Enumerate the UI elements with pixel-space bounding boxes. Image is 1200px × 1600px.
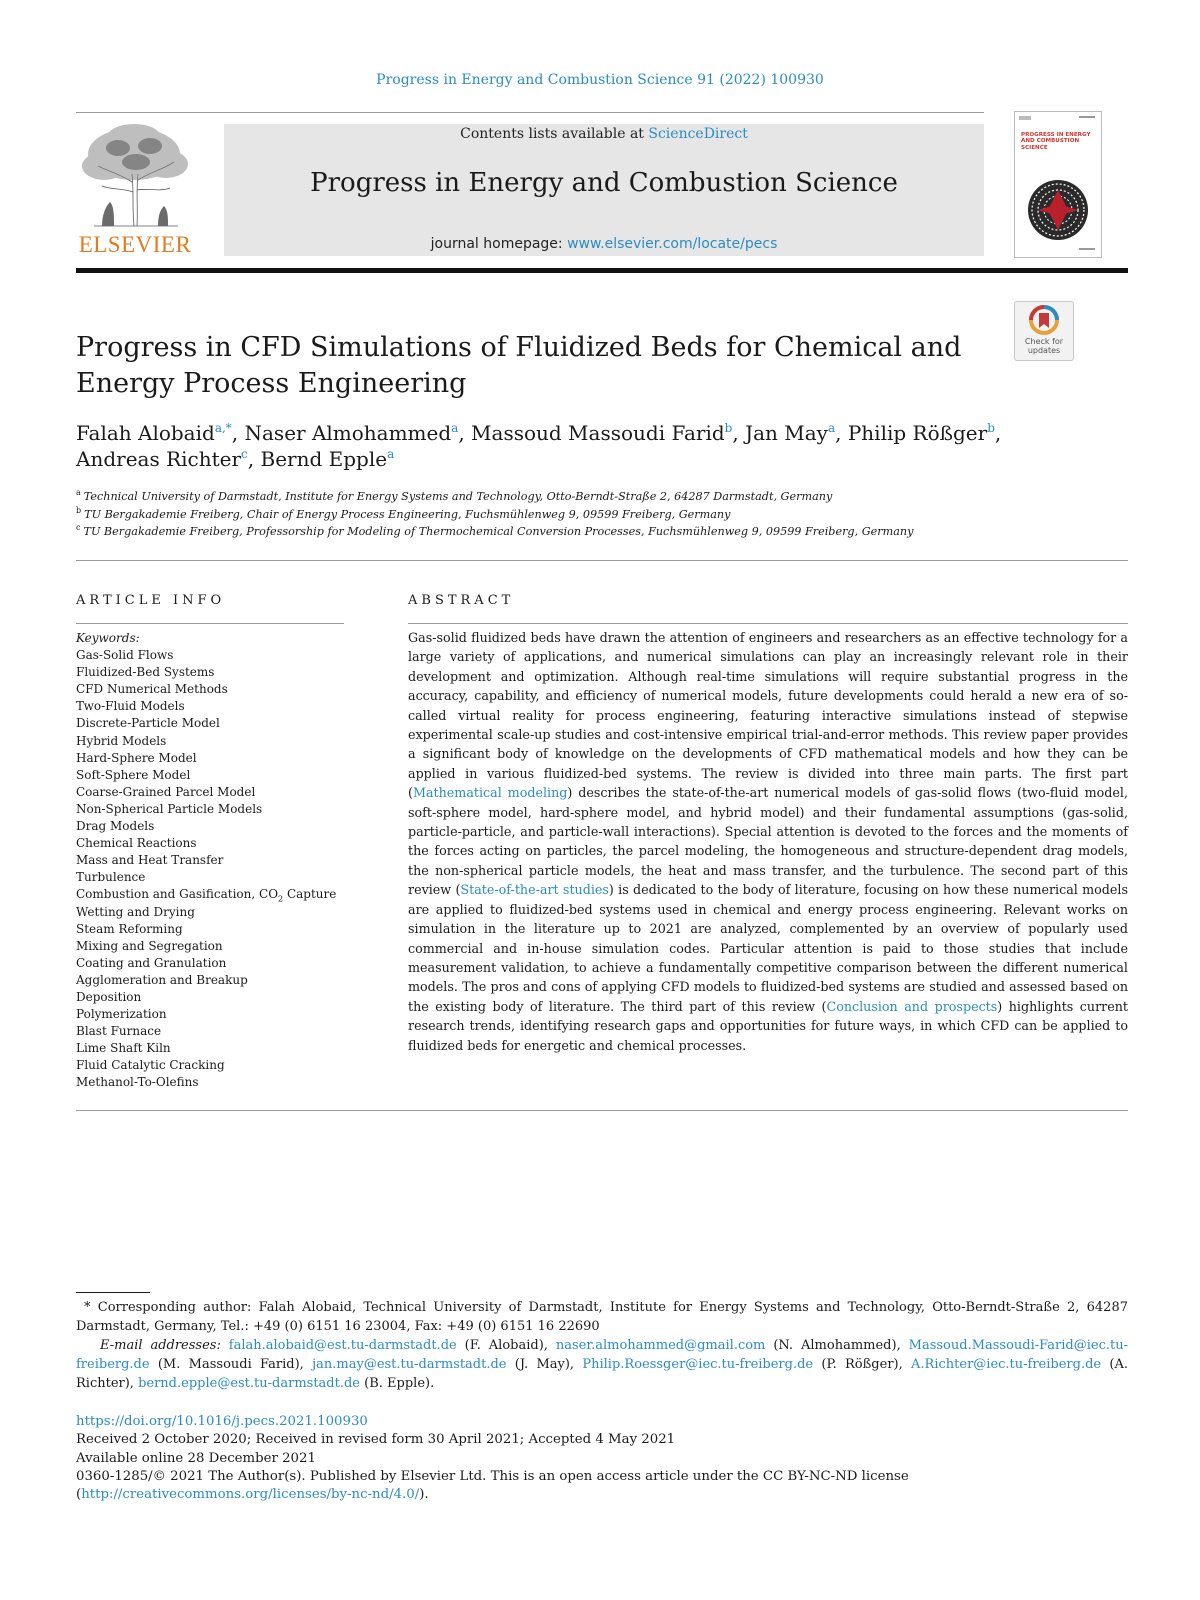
keyword-item: Deposition <box>76 989 142 1004</box>
bibliographic-info <box>76 1413 1128 1504</box>
keyword-item: Gas-Solid Flows <box>76 648 174 663</box>
available-online: Available online 28 December 2021 <box>76 1450 316 1466</box>
keyword-list <box>76 630 376 1092</box>
keyword-item: Fluid Catalytic Cracking <box>76 1058 225 1073</box>
homepage-link[interactable]: www.elsevier.com/locate/pecs <box>567 236 778 252</box>
keyword-item: Steam Reforming <box>76 921 183 936</box>
email-owner: (B. Epple). <box>360 1376 435 1391</box>
email-link[interactable]: falah.alobaid@est.tu-darmstadt.de <box>228 1338 457 1353</box>
footnote <box>76 1298 1128 1393</box>
author-separator: , <box>835 421 848 445</box>
affiliation-text: Technical University of Darmstadt, Institute for Energy Systems and Technology, Otto-Berndt-Straße 2, 64287 Darmstadt, Germany <box>83 490 833 503</box>
doi-link[interactable]: https://doi.org/10.1016/j.pecs.2021.100930 <box>76 1414 368 1429</box>
check-for-updates-badge[interactable] <box>1014 301 1074 361</box>
author-name: Philip Rößger <box>847 421 988 445</box>
journal-cover[interactable] <box>1014 111 1102 258</box>
author-affiliation-mark[interactable]: b <box>987 421 995 435</box>
email-link[interactable]: jan.may@est.tu-darmstadt.de <box>312 1357 507 1372</box>
author-affiliation-mark[interactable]: b <box>724 421 733 435</box>
keyword-item: Blast Furnace <box>76 1024 162 1039</box>
crossmark-icon <box>1015 302 1073 338</box>
running-head-link[interactable]: Progress in Energy and Combustion Science 91 (2022) 100930 <box>376 72 824 88</box>
homepage-prefix: journal homepage: <box>430 236 568 252</box>
keyword-item: Polymerization <box>76 1007 167 1022</box>
author-affiliation-mark[interactable]: a <box>387 447 395 461</box>
keyword-item: Mixing and Segregation <box>76 938 223 953</box>
keyword-item: Methanol-To-Olefins <box>76 1075 199 1090</box>
affiliation-item <box>76 506 1116 524</box>
keyword-co2-subscript: 2 <box>278 894 284 904</box>
affiliation-rule <box>76 560 1128 561</box>
keywords-label: Keywords: <box>76 631 140 645</box>
author-name: Bernd Epple <box>260 447 388 471</box>
abstract-part: Gas-solid fluidized beds have drawn the attention of engineers and researchers as an effective technology for a large variety of applications, and numerical simulations can play an increasingly relevant role in their development and optimization. Although real-time simulations will require substantial progress in the accuracy, capability, and efficiency of numerical models, future developments could herald a new era of so-called virtual reality for process engineering, featuring interactive simulations instead of stepwise experimental scale-up studies and cost-intensive empirical trial-and-error methods. This review paper provides a significant body of knowledge on the developments of CFD mathematical models and how they can be applied in various fluidized-bed systems. The review is divided into three main parts. The first part ( <box>408 630 1128 801</box>
author-affiliation-mark[interactable]: a <box>451 421 459 435</box>
author-separator: , <box>458 421 472 445</box>
author-affiliation-mark[interactable]: a,* <box>214 421 232 435</box>
author-affiliation-mark[interactable]: a <box>827 421 836 435</box>
email-link[interactable]: naser.almohammed@gmail.com <box>555 1338 766 1353</box>
publisher-logo <box>74 122 196 258</box>
affiliation-item <box>76 523 1116 541</box>
email-link[interactable]: bernd.epple@est.tu-darmstadt.de <box>138 1376 360 1391</box>
contents-prefix: Contents lists available at <box>460 126 649 142</box>
article-info-heading: ARTICLE INFO <box>76 593 226 608</box>
keyword-item: Wetting and Drying <box>76 904 195 919</box>
abstract-text <box>408 628 1128 1055</box>
author-separator: , <box>231 421 245 445</box>
email-link[interactable]: Massoud.Massoudi-Farid@iec.tu-freiberg.de <box>76 1338 1129 1372</box>
journal-title: Progress in Energy and Combustion Science <box>310 168 898 198</box>
keyword-item: Coating and Granulation <box>76 955 227 970</box>
keyword-item: Fluidized-Bed Systems <box>76 665 215 680</box>
abstract-part: ) describes the state-of-the-art numerical models of gas-solid flows (two-fluid model, soft-sphere model, hard-sphere model, and hybrid model) and their fundamental assumptions (gas-solid, particle-particle, and particle-wall interactions). Special attention is devoted to the forces and the moments of the forces acting on particles, the parcel modeling, the homogeneous and structure-dependent drag models, the non-spherical particle models, the heat and mass transfer, and the turbulence. The second part of this review ( <box>408 785 1128 898</box>
abstract-part: ) highlights current research trends, identifying research gaps and opportunities for future ways, in which CFD can be applied to fluidized beds for energetic and chemical processes. <box>408 998 1128 1053</box>
affiliation-item <box>76 488 1116 506</box>
journal-homepage <box>224 236 984 252</box>
author-name: Falah Alobaid <box>76 421 215 445</box>
author-separator: , <box>732 421 746 445</box>
article-title: Progress in CFD Simulations of Fluidized Beds for Chemical and Energy Process Engineering <box>76 332 962 399</box>
cover-title: PROGRESS IN ENERGY AND COMBUSTION SCIENCE <box>1021 132 1091 151</box>
license-suffix: ). <box>419 1487 429 1503</box>
email-addresses <box>76 1336 1128 1393</box>
affiliation-mark: b <box>76 505 82 515</box>
license-prefix: 0360-1285/© 2021 The Author(s). Published by Elsevier Ltd. This is an open access article under the CC BY-NC-ND license ( <box>76 1468 909 1503</box>
email-owner: (P. Rößger), <box>813 1357 912 1372</box>
header-thick-rule <box>76 268 1128 273</box>
sciencedirect-link[interactable]: ScienceDirect <box>648 126 748 142</box>
author-list <box>76 420 1036 472</box>
received-dates: Received 2 October 2020; Received in revised form 30 April 2021; Accepted 4 May 2021 <box>76 1432 676 1448</box>
keyword-item: Non-Spherical Particle Models <box>76 801 263 816</box>
header-rule <box>76 112 984 113</box>
abstract-bottom-rule <box>76 1110 1128 1111</box>
keyword-item: Agglomeration and Breakup <box>76 972 248 987</box>
footnote-rule <box>76 1292 150 1293</box>
keyword-item: Hybrid Models <box>76 733 167 748</box>
keyword-co2-prefix: Combustion and Gasification, CO <box>76 887 279 902</box>
section-link-state-of-the-art[interactable]: State-of-the-art studies <box>460 882 609 898</box>
email-link[interactable]: Philip.Roessger@iec.tu-freiberg.de <box>582 1357 814 1372</box>
author-name: Naser Almohammed <box>244 421 452 445</box>
keyword-item: Hard-Sphere Model <box>76 750 197 765</box>
elsevier-tree-icon <box>74 122 196 230</box>
article-info-rule <box>76 623 344 624</box>
email-owner: (N. Almohammed), <box>765 1338 909 1353</box>
email-link[interactable]: A.Richter@iec.tu-freiberg.de <box>911 1357 1102 1372</box>
author-name: Andreas Richter <box>76 447 242 471</box>
keyword-item: Discrete-Particle Model <box>76 716 220 731</box>
author-separator: , <box>994 421 1002 445</box>
keyword-co2-suffix: Capture <box>283 887 337 902</box>
affiliation-mark: a <box>76 488 81 497</box>
publisher-name: ELSEVIER <box>78 232 192 257</box>
author-name: Jan May <box>745 421 828 445</box>
corresponding-author-note: * Corresponding author: Falah Alobaid, Technical University of Darmstadt, Institute for Energy Systems and Technology, Otto-Berndt-Straße 2, 64287 Darmstadt, Germany, Tel.: +49 (0) 6151 16 23004, Fax: +49 (0) 6151 16 22690 <box>76 1300 1128 1334</box>
cover-art-icon <box>1015 112 1101 257</box>
license-statement <box>76 1468 1128 1505</box>
keyword-item: Soft-Sphere Model <box>76 767 191 782</box>
keyword-item: Coarse-Grained Parcel Model <box>76 784 256 799</box>
affiliation-list <box>76 488 1116 541</box>
keyword-item: Two-Fluid Models <box>76 699 185 714</box>
keyword-item: Lime Shaft Kiln <box>76 1041 171 1056</box>
contents-available <box>224 126 984 142</box>
check-for-updates-label: Check for updates <box>1024 337 1064 355</box>
running-head[interactable] <box>0 72 1200 88</box>
email-owner: (M. Massoudi Farid), <box>149 1357 313 1372</box>
email-label: E-mail addresses: <box>100 1338 229 1353</box>
author-separator: , <box>247 447 261 471</box>
affiliation-mark: c <box>76 523 81 532</box>
journal-banner <box>224 124 984 256</box>
keyword-item-co2 <box>76 886 376 903</box>
keyword-item: Drag Models <box>76 819 155 834</box>
section-link-conclusion[interactable]: Conclusion and prospects <box>826 998 998 1014</box>
author-name: Massoud Massoudi Farid <box>471 421 725 445</box>
affiliation-text: TU Bergakademie Freiberg, Professorship for Modeling of Thermochemical Conversion Processes, Fuchsmühlenweg 9, 09599 Freiberg, Germany <box>83 525 914 538</box>
keyword-item: Mass and Heat Transfer <box>76 853 224 868</box>
abstract-heading: ABSTRACT <box>408 593 515 608</box>
email-owner: (J. May), <box>506 1357 583 1372</box>
author-affiliation-mark[interactable]: c <box>241 447 248 461</box>
email-owner: (F. Alobaid), <box>456 1338 556 1353</box>
email-owner: (A. Richter), <box>76 1357 1129 1391</box>
affiliation-text: TU Bergakademie Freiberg, Chair of Energy Process Engineering, Fuchsmühlenweg 9, 09599 Freiberg, Germany <box>84 507 731 521</box>
keyword-item: Turbulence <box>76 870 146 885</box>
license-link[interactable]: http://creativecommons.org/licenses/by-nc-nd/4.0/ <box>81 1487 420 1503</box>
abstract-rule <box>408 623 1128 624</box>
abstract-part: ) is dedicated to the body of literature, focusing on how these numerical models are applied to fluidized-bed systems used in chemical and energy process engineering. Relevant works on simulation in the literature up to 2021 are analyzed, complemented by an overview of popularly used commercial and in-house simulation codes. Particular attention is paid to those studies that include measurement validation, to achieve a fundamentally competitive comparison between the different numerical models. The pros and cons of applying CFD models to fluidized-bed systems are studied and assessed based on the existing body of literature. The third part of this review ( <box>408 882 1128 1014</box>
section-link-mathematical-modeling[interactable]: Mathematical modeling <box>412 785 568 801</box>
keyword-item: Chemical Reactions <box>76 836 197 851</box>
keyword-item: CFD Numerical Methods <box>76 682 228 697</box>
